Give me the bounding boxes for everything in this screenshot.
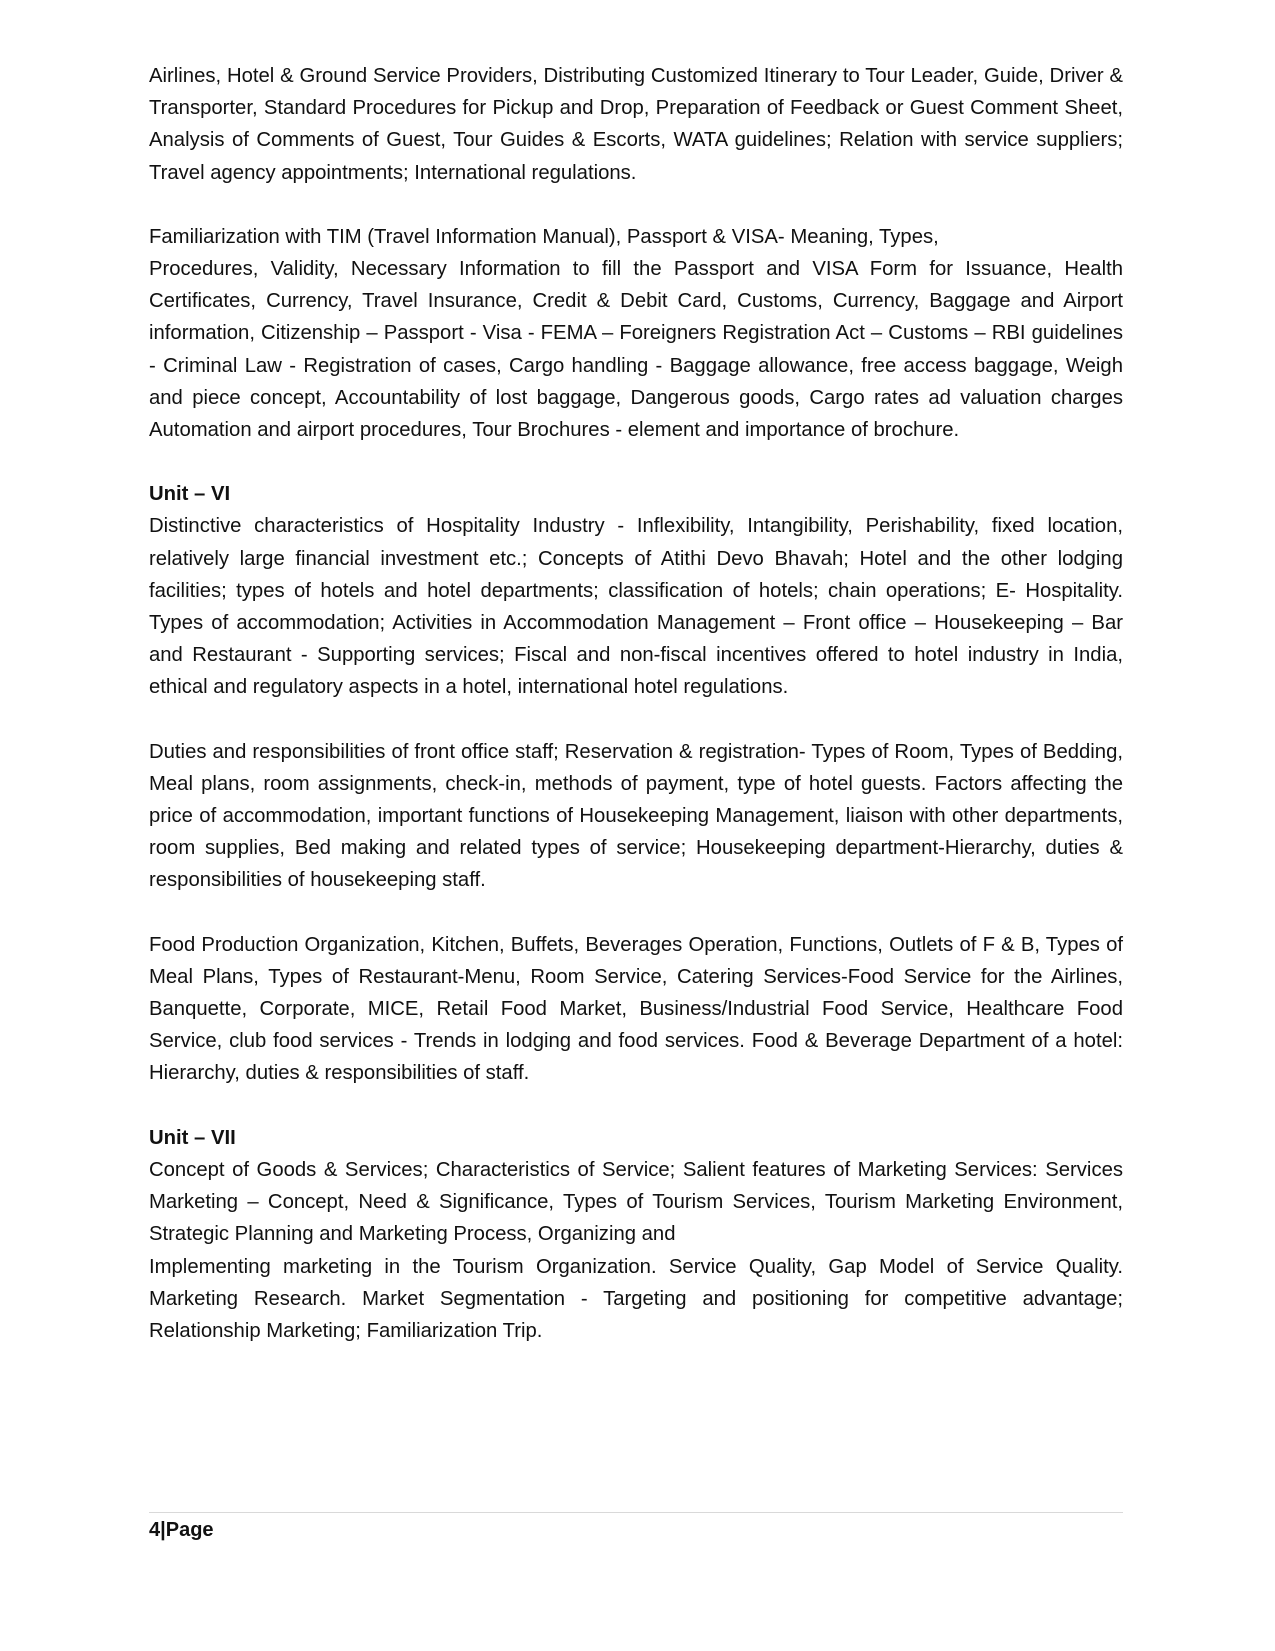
paragraph-gap [149,189,1123,221]
paragraph-gap [149,897,1123,929]
paragraph-hospitality-industry: Distinctive characteristics of Hospitality Industry - Inflexibility, Intangibility, Perishability, fixed location, relatively large financial investment etc.; Concepts of Atithi Devo Bhavah; Hotel and the other lodging facilities; types of hotels and hotel departments; classification of hotels; chain operations; E- Hospitality. Types of accommodation; Activities in Accommodation Management – Front office – Housekeeping – Bar and Restaurant - Supporting services; Fiscal and non-fiscal incentives offered to hotel industry in India, ethical and regulatory aspects in a hotel, international hotel regulations. [149,515,1123,699]
unit-vii-heading: Unit – VII [149,1126,236,1149]
footer-divider [149,1512,1123,1513]
page-separator: | [160,1519,166,1541]
paragraph-front-office: Duties and responsibilities of front office staff; Reservation & registration- Types of Room, Types of Bedding, Meal plans, room assignments, check-in, methods of payment, type of hotel guests. Factors affecting the price of accommodation, important functions of Housekeeping Management, liaison with other departments, room supplies, Bed making and related types of service; Housekeeping department-Hierarchy, duties & responsibilities of housekeeping staff. [149,740,1123,892]
paragraph-food-production: Food Production Organization, Kitchen, Buffets, Beverages Operation, Functions, Outlets of F & B, Types of Meal Plans, Types of Restaurant-Menu, Room Service, Catering Services-Food Service for the Airlines, Banquette, Corporate, MICE, Retail Food Market, Business/Industrial Food Service, Healthcare Food Service, club food services - Trends in lodging and food services. Food & Beverage Department of a hotel: Hierarchy, duties & responsibilities of staff. [149,933,1123,1085]
paragraph-gap [149,704,1123,736]
page-body [149,60,1123,1347]
paragraph-gap [149,1090,1123,1122]
paragraph-travel-services: Airlines, Hotel & Ground Service Providers, Distributing Customized Itinerary to Tour Leader, Guide, Driver & Transporter, Standard Procedures for Pickup and Drop, Preparation of Feedback or Guest Comment Sheet, Analysis of Comments of Guest, Tour Guides & Escorts, WATA guidelines; Relation with service suppliers; Travel agency appointments; International regulations. [149,65,1123,184]
paragraph-services-marketing: Concept of Goods & Services; Characteristics of Service; Salient features of Marketing Services: Services Marketing – Concept, Need & Significance, Types of Tourism Services, Tourism Marketing Environment, Strategic Planning and Marketing Process, Organizing and [149,1158,1123,1246]
unit-vi-heading: Unit – VI [149,483,231,506]
paragraph-gap [149,446,1123,478]
paragraph-passport-visa: Procedures, Validity, Necessary Information to fill the Passport and VISA Form for Issuance, Health Certificates, Currency, Travel Insurance, Credit & Debit Card, Customs, Currency, Baggage and Airport information, Citizenship – Passport - Visa - FEMA – Foreigners Registration Act – Customs – RBI guidelines - Criminal Law - Registration of cases, Cargo handling - Baggage allowance, free access baggage, Weigh and piece concept, Accountability of lost baggage, Dangerous goods, Cargo rates ad valuation charges Automation and airport procedures, Tour Brochures - element and importance of brochure. [149,258,1123,442]
page-label: Page [165,1519,214,1541]
page-footer [149,1517,214,1543]
page-number: 4 [149,1519,161,1541]
paragraph-passport-visa-intro: Familiarization with TIM (Travel Information Manual), Passport & VISA- Meaning, Types, [149,225,939,248]
paragraph-tourism-marketing: Implementing marketing in the Tourism Organization. Service Quality, Gap Model of Service Quality. Marketing Research. Market Segmentation - Targeting and positioning for competitive advantage; Relationship Marketing; Familiarization Trip. [149,1255,1123,1342]
